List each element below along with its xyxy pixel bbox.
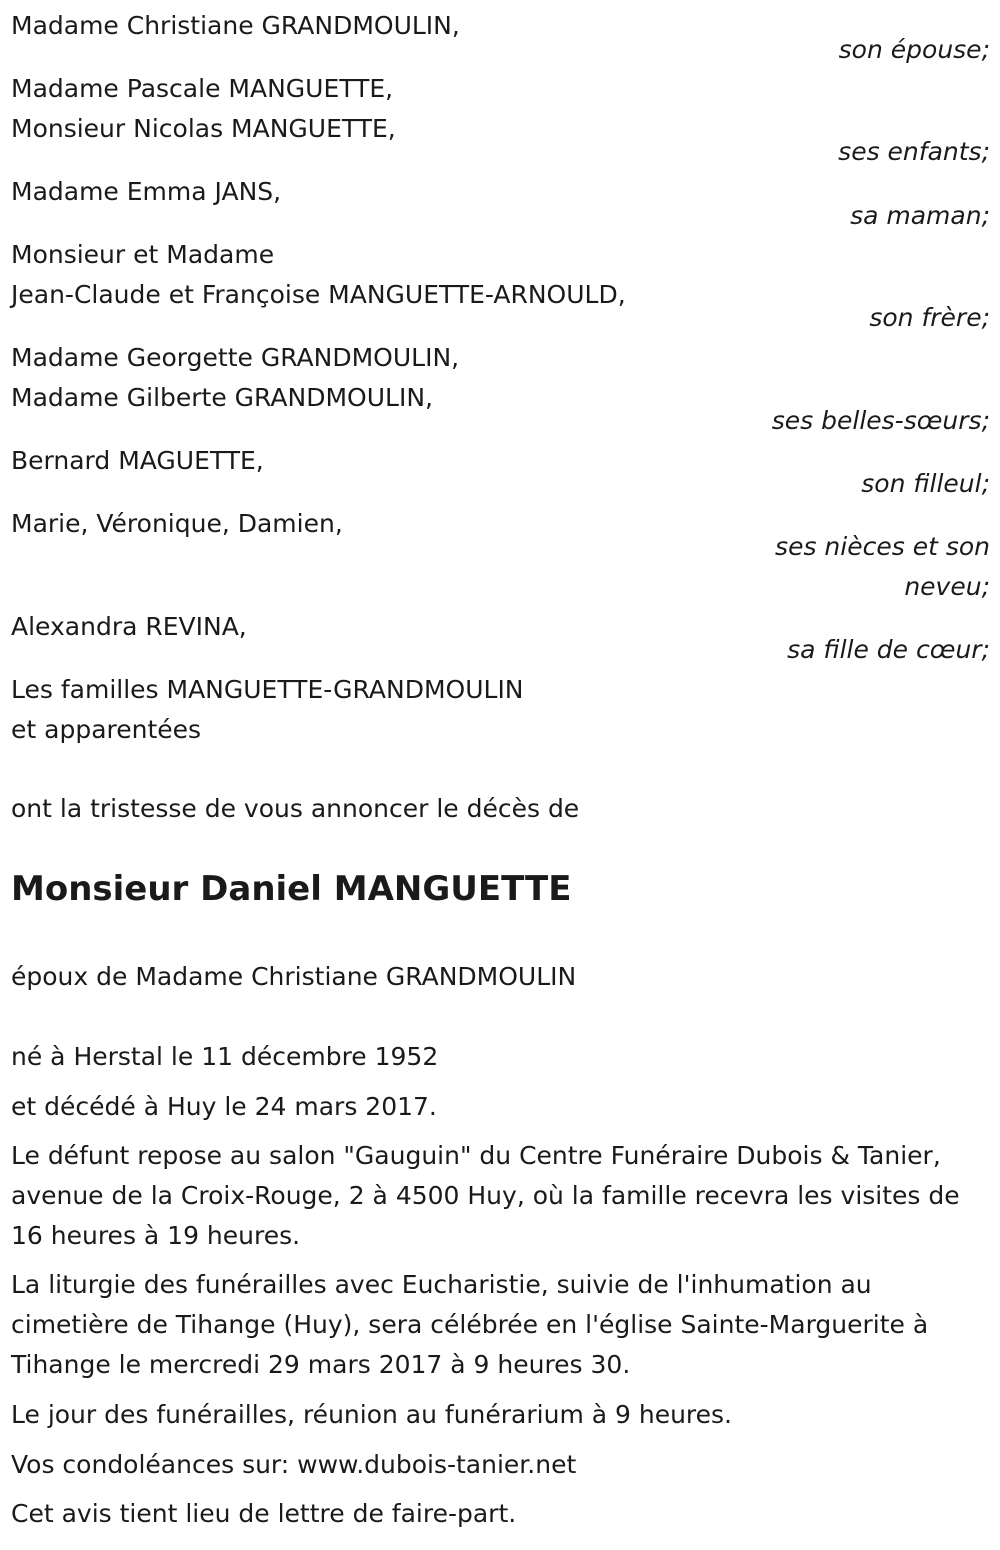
family-relation: ses enfants;	[838, 137, 990, 166]
family-name-line: Madame Christiane GRANDMOULIN,	[11, 11, 460, 40]
family-relation: ses belles-sœurs;	[771, 406, 990, 435]
family-name-line: Madame Gilberte GRANDMOULIN,	[11, 383, 433, 412]
family-name-line: Bernard MAGUETTE,	[11, 446, 264, 475]
death-line: et décédé à Huy le 24 mars 2017.	[11, 1092, 437, 1121]
spouse-line: époux de Madame Christiane GRANDMOULIN	[11, 962, 577, 991]
family-name-line: et apparentées	[11, 715, 202, 744]
family-relation: sa maman;	[850, 201, 990, 230]
family-relation: sa fille de cœur;	[787, 635, 990, 664]
family-name-line: Madame Emma JANS,	[11, 177, 282, 206]
condolences-line: Vos condoléances sur: www.dubois-tanier.net	[11, 1450, 577, 1479]
deceased-name: Monsieur Daniel MANGUETTE	[11, 869, 572, 909]
family-relation: son frère;	[869, 303, 990, 332]
birth-line: né à Herstal le 11 décembre 1952	[11, 1042, 439, 1071]
family-name-line: Madame Pascale MANGUETTE,	[11, 74, 394, 103]
announcement-text: ont la tristesse de vous annoncer le décès de	[11, 794, 580, 823]
family-relation: son épouse;	[838, 35, 990, 64]
family-name-line: Monsieur et Madame	[11, 240, 275, 269]
family-name-line: Monsieur Nicolas MANGUETTE,	[11, 114, 396, 143]
liturgy-paragraph: La liturgie des funérailles avec Eucharistie, suivie de l'inhumation au cimetière de Tihange (Huy), sera célébrée en l'église Sainte-Marguerite à Tihange le mercredi 29 mars 2017 à 9 heures 30.	[11, 1270, 929, 1379]
rest-paragraph: Le défunt repose au salon "Gauguin" du Centre Funéraire Dubois & Tanier, avenue de la Croix-Rouge, 2 à 4500 Huy, où la famille recevra les visites de 16 heures à 19 heures.	[11, 1141, 960, 1250]
family-name-line: Alexandra REVINA,	[11, 612, 247, 641]
family-relation: neveu;	[904, 572, 990, 601]
family-name-line: Jean-Claude et Françoise MANGUETTE-ARNOULD,	[11, 280, 626, 309]
family-name-line: Marie, Véronique, Damien,	[11, 509, 343, 538]
family-relation: ses nièces et son	[775, 532, 990, 561]
meeting-line: Le jour des funérailles, réunion au funérarium à 9 heures.	[11, 1400, 733, 1429]
notice-line: Cet avis tient lieu de lettre de faire-part.	[11, 1499, 517, 1528]
family-name-line: Madame Georgette GRANDMOULIN,	[11, 343, 460, 372]
family-relation: son filleul;	[861, 469, 990, 498]
family-name-line: Les familles MANGUETTE-GRANDMOULIN	[11, 675, 524, 704]
